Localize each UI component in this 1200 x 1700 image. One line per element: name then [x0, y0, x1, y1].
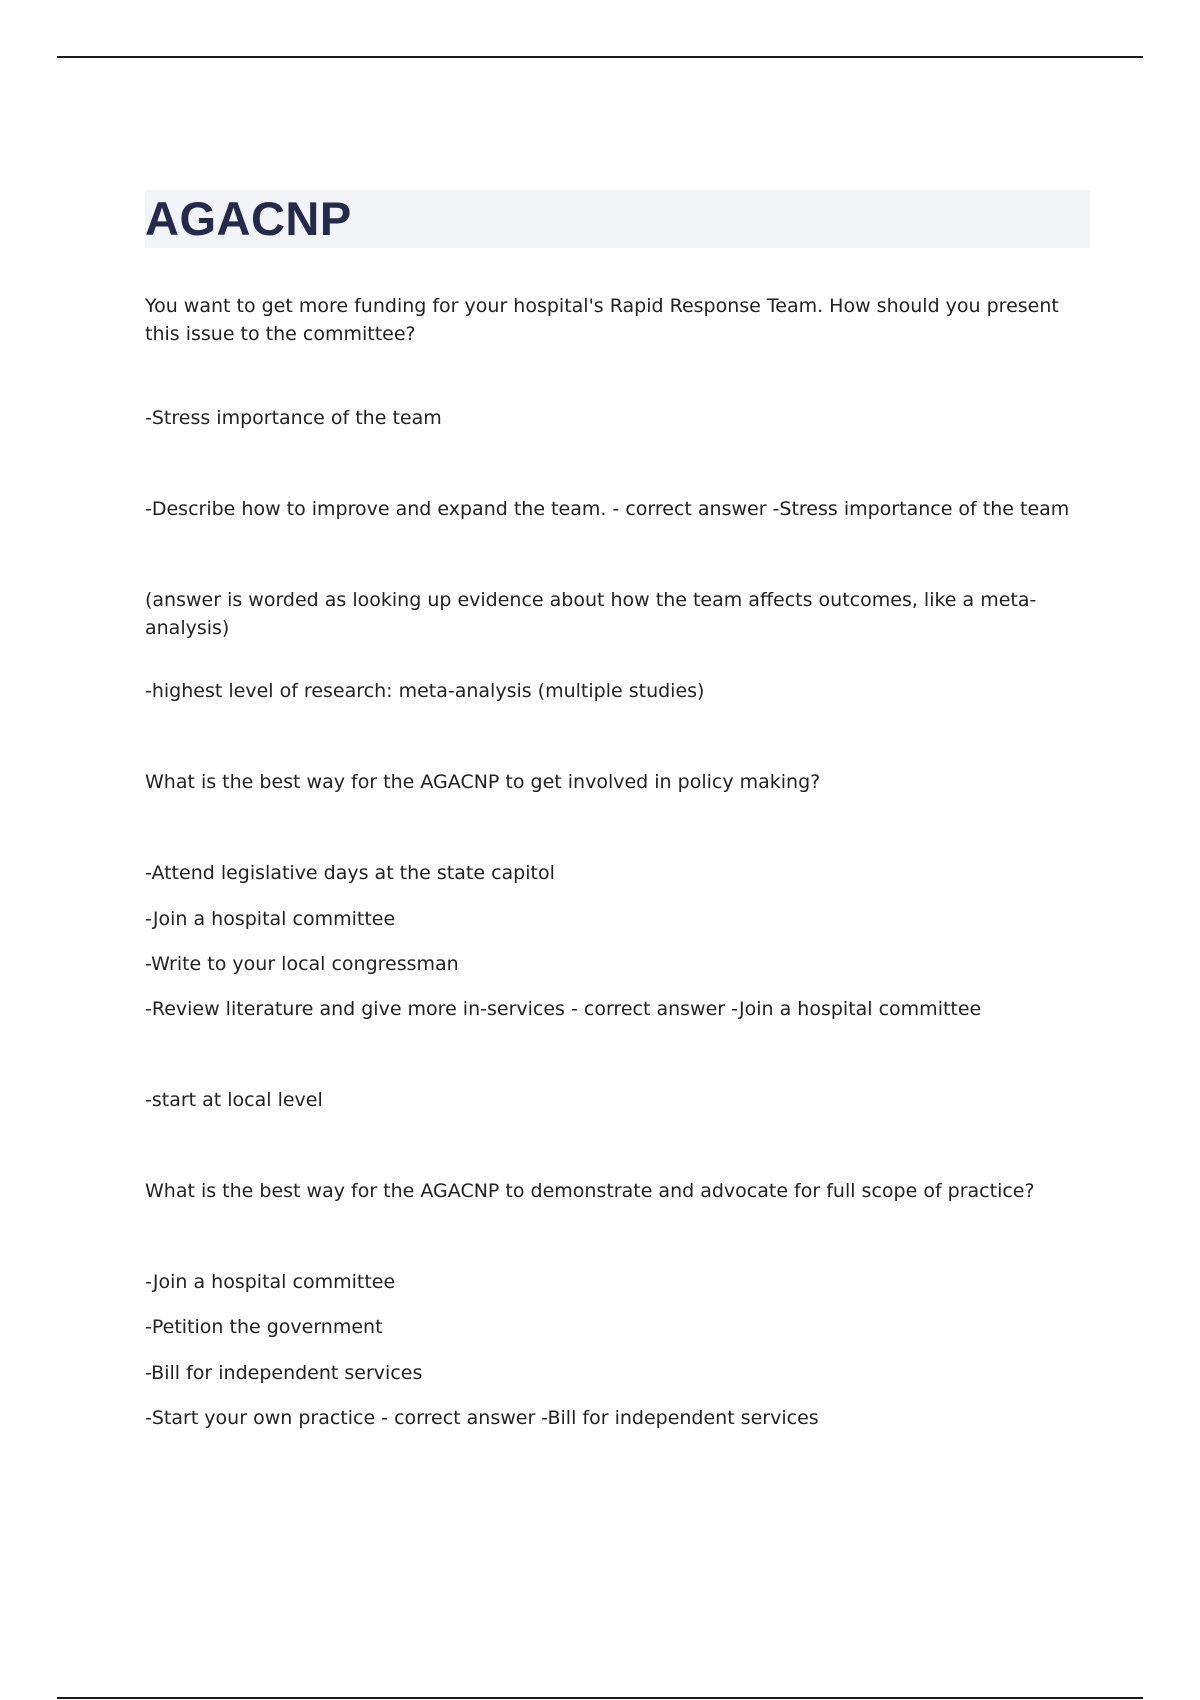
question-2-note: -start at local level [145, 1089, 323, 1111]
question-2-option-1: -Attend legislative days at the state capitol [145, 862, 555, 884]
question-2-option-3: -Write to your local congressman [145, 953, 459, 975]
document-title: AGACNP [145, 192, 352, 245]
title-band [145, 190, 1090, 248]
question-3-text: What is the best way for the AGACNP to demonstrate and advocate for full scope of practice? [145, 1180, 1035, 1202]
question-1-explanation: (answer is worded as looking up evidence about how the team affects outcomes, like a meta-analysis) [145, 589, 1037, 639]
footer-rule [57, 1697, 1143, 1699]
question-3-option-2: -Petition the government [145, 1316, 383, 1338]
question-1-text: You want to get more funding for your hospital's Rapid Response Team. How should you present this issue to the committee? [145, 295, 1059, 345]
question-3-answer: -Start your own practice - correct answer -Bill for independent services [145, 1407, 819, 1429]
question-3-option-3: -Bill for independent services [145, 1362, 423, 1384]
question-1-option-1: -Stress importance of the team [145, 407, 442, 429]
question-1-answer: -Describe how to improve and expand the team. - correct answer -Stress importance of the team [145, 498, 1070, 520]
question-1-note: -highest level of research: meta-analysis (multiple studies) [145, 680, 705, 702]
question-3-option-1: -Join a hospital committee [145, 1271, 396, 1293]
question-2-text: What is the best way for the AGACNP to get involved in policy making? [145, 771, 821, 793]
document-body [145, 190, 1090, 1429]
question-2-option-2: -Join a hospital committee [145, 908, 396, 930]
question-2-answer: -Review literature and give more in-services - correct answer -Join a hospital committee [145, 998, 982, 1020]
header-rule [57, 56, 1143, 58]
